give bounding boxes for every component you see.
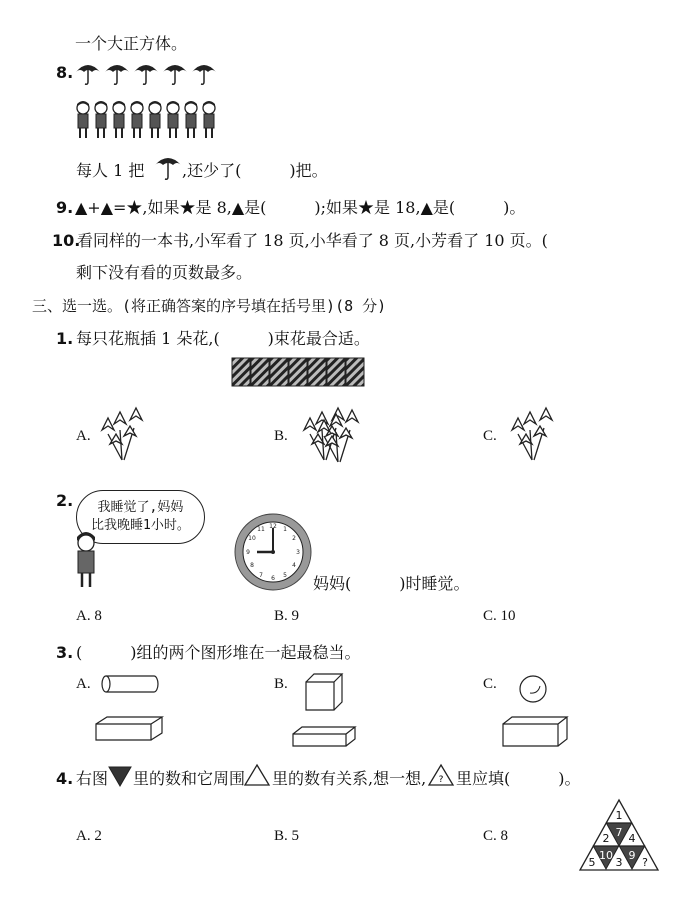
- s4-text-c: 里的数有关系,想一想,: [272, 769, 427, 788]
- umbrellas-image: [76, 62, 226, 86]
- q8-number: 8.: [56, 63, 74, 82]
- pyramid-cell-3: 2: [602, 832, 610, 845]
- s1-number: 1.: [56, 329, 74, 348]
- svg-text:12: 12: [269, 523, 277, 530]
- q10-line2: 剩下没有看的页数最多。: [76, 263, 253, 282]
- children-image: [75, 100, 225, 142]
- pyramid-cell-1: 1: [615, 809, 623, 822]
- sphere-image: [518, 674, 548, 704]
- s1-option-a[interactable]: A.: [76, 428, 91, 444]
- svg-text:8: 8: [250, 562, 254, 569]
- svg-text:2: 2: [292, 535, 296, 542]
- svg-text:9: 9: [246, 549, 250, 556]
- s2-option-a[interactable]: A. 8: [76, 608, 102, 624]
- q10-number: 10.: [52, 231, 81, 250]
- cuboid-c-image: [502, 716, 570, 748]
- s1-option-b[interactable]: B.: [274, 428, 288, 444]
- s3-option-b[interactable]: B.: [274, 676, 288, 692]
- s4-text-b: 里的数和它周围: [133, 769, 246, 788]
- child-image: [72, 533, 102, 591]
- pyramid-cell-5: 5: [588, 856, 596, 869]
- svg-text:3: 3: [296, 549, 300, 556]
- pyramid-cell-9: ?: [642, 856, 648, 869]
- bubble-line-2: 比我晚睡1小时。: [91, 518, 190, 533]
- flowers-b-image: [302, 400, 362, 464]
- svg-text:1: 1: [283, 526, 287, 533]
- q9-number: 9.: [56, 198, 74, 217]
- number-pyramid-image: [578, 798, 660, 872]
- cylinder-image: [98, 672, 162, 696]
- q10-line1: 看同样的一本书,小军看了 18 页,小华看了 8 页,小芳看了 10 页。(: [77, 231, 548, 250]
- vases-image: [232, 358, 366, 388]
- s2-option-b[interactable]: B. 9: [274, 608, 300, 624]
- svg-text:5: 5: [283, 572, 287, 579]
- svg-text:10: 10: [248, 535, 256, 542]
- white-triangle-icon: [244, 763, 270, 787]
- bubble-line-1: 我睡觉了,妈妈: [97, 500, 184, 515]
- pyramid-cell-2: 7: [615, 826, 623, 839]
- pyramid-cell-7: 3: [615, 856, 623, 869]
- pyramid-cell-8: 9: [628, 849, 636, 862]
- q8-text-after: ,还少了( )把。: [182, 161, 328, 180]
- s3-option-a[interactable]: A.: [76, 676, 91, 692]
- flowers-a-image: [100, 400, 154, 464]
- svg-text:11: 11: [257, 526, 265, 533]
- umbrella-icon: [153, 153, 183, 181]
- s2-option-c[interactable]: C. 10: [483, 608, 516, 624]
- cuboid-a-image: [95, 716, 165, 742]
- q8-text-before: 每人 1 把: [76, 161, 145, 180]
- s4-number: 4.: [56, 769, 74, 788]
- dark-triangle-icon: [108, 765, 132, 787]
- continued-text: 一个大正方体。: [75, 34, 188, 53]
- s3-number: 3.: [56, 643, 74, 662]
- s1-text: 每只花瓶插 1 朵花,( )束花最合适。: [76, 329, 370, 348]
- s3-option-c[interactable]: C.: [483, 676, 497, 692]
- s3-text: ( )组的两个图形堆在一起最稳当。: [76, 643, 361, 662]
- s4-option-c[interactable]: C. 8: [483, 828, 509, 844]
- svg-text:6: 6: [271, 575, 275, 582]
- section-title: 三、选一选。(将正确答案的序号填在括号里)(8 分): [32, 297, 387, 315]
- s1-option-c[interactable]: C.: [483, 428, 497, 444]
- question-triangle-icon: [428, 763, 454, 787]
- s4-text-a: 右图: [76, 769, 109, 788]
- svg-text:7: 7: [259, 572, 263, 579]
- s2-text: 妈妈( )时睡觉。: [313, 574, 470, 593]
- pyramid-cell-6: 10: [599, 849, 613, 862]
- q9-text: ▲+▲=★,如果★是 8,▲是( );如果★是 18,▲是( )。: [75, 198, 526, 217]
- s4-option-b[interactable]: B. 5: [274, 828, 300, 844]
- cube-image: [304, 672, 344, 712]
- clock-image: [233, 512, 313, 592]
- pyramid-cell-4: 4: [628, 832, 636, 845]
- cuboid-b-image: [292, 726, 358, 748]
- flowers-c-image: [510, 400, 564, 464]
- s4-text-d: 里应填( )。: [456, 769, 581, 788]
- svg-text:4: 4: [292, 562, 296, 569]
- svg-text:?: ?: [438, 775, 444, 785]
- s4-option-a[interactable]: A. 2: [76, 828, 102, 844]
- s2-number: 2.: [56, 491, 74, 510]
